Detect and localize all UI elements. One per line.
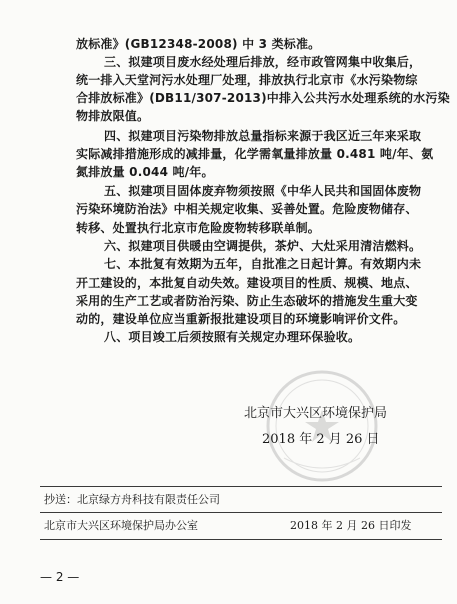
body-line-11: 转移、处置执行北京市危险废物转移联单制。	[76, 221, 321, 235]
body-line-6: 四、拟建项目污染物排放总量指标来源于我区近三年来采取	[104, 129, 422, 143]
body-line-16: 动的，建设单位应当重新报批建设项目的环境影响评价文件。	[76, 312, 406, 326]
body-line-10: 污染环境防治法》中相关规定收集、妥善处置。危险废物储存、	[76, 202, 418, 216]
issue-date: 2018 年 2 月 26 日	[262, 432, 380, 447]
body-line-1: 放标准》(GB12348-2008) 中 3 类标准。	[76, 37, 321, 51]
cc-recipient: 抄送：北京绿方舟科技有限责任公司	[44, 493, 220, 506]
footer-divider-middle	[40, 512, 442, 513]
body-line-5: 物排放限值。	[76, 109, 150, 123]
body-line-3: 统一排入天堂河污水处理厂处理，排放执行北京市《水污染物综	[76, 73, 418, 87]
issuing-organization: 北京市大兴区环境保护局	[244, 406, 388, 421]
print-date: 2018 年 2 月 26 日印发	[290, 519, 412, 532]
body-line-7: 实际减排措施形成的减排量，化学需氧量排放量 0.481 吨/年、氨	[76, 147, 434, 161]
body-line-4: 合排放标准》(DB11/307-2013)中排入公共污水处理系统的水污染	[76, 91, 450, 105]
body-line-8: 氮排放量 0.044 吨/年。	[76, 165, 214, 179]
footer-divider-bottom	[40, 539, 442, 540]
footer-divider-top	[40, 486, 442, 487]
body-line-2: 三、拟建项目废水经处理后排放，经市政管网集中收集后，	[104, 55, 422, 69]
body-line-17: 八、项目竣工后须按照有关规定办理环保验收。	[104, 330, 361, 344]
page-number: — 2 —	[40, 570, 80, 584]
issuing-office: 北京市大兴区环境保护局办公室	[44, 519, 198, 532]
body-line-13: 七、本批复有效期为五年，自批准之日起计算。有效期内未	[104, 257, 422, 271]
body-line-12: 六、拟建项目供暖由空调提供，茶炉、大灶采用清洁燃料。	[104, 239, 422, 253]
body-line-15: 采用的生产工艺或者防治污染、防止生态破坏的措施发生重大变	[76, 294, 418, 308]
body-line-9: 五、拟建项目固体废弃物须按照《中华人民共和国固体废物	[104, 184, 422, 198]
official-seal-icon	[262, 366, 382, 486]
body-line-14: 开工建设的，本批复自动失效。建设项目的性质、规模、地点、	[76, 276, 418, 290]
